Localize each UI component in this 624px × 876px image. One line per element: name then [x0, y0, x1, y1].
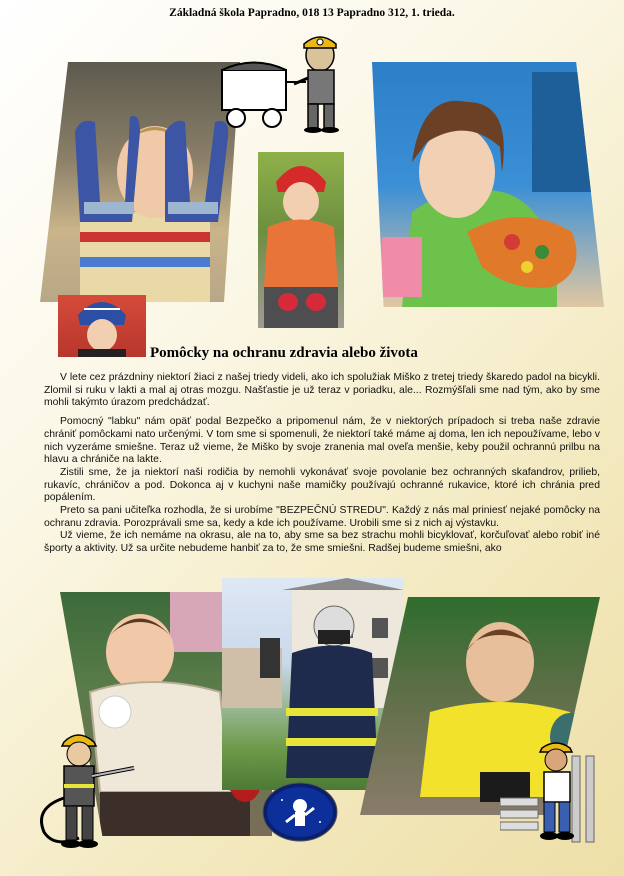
paragraph-5: Už vieme, že ich nemáme na okrasu, ale na to, aby sme sa bez strachu mohli bicyklovať, korčuľovať alebo robiť iné športy a aktivity. Už sa určite nebudeme hanbiť za to, že sme smiešni. Radšej budeme smiešni, ako [44, 530, 600, 555]
firefighter-clipart-icon [34, 728, 138, 852]
page-header: Základná škola Papradno, 018 13 Papradno 312, 1. trieda. [169, 7, 455, 19]
paragraph-1: V lete cez prázdniny niektorí žiaci z našej triedy videli, ako ich spolužiak Miško z tretej triedy škaredo padol na bicykli. Zlomil si ruku v lakti a mal aj otras mozgu. Našťastie je už teraz v poriadku, ale... Rozmýšľali sme nad tým, ako by sme mohli takýmto úrazom predchádzať. [44, 372, 600, 409]
miner-clipart-icon [216, 30, 376, 135]
article-title: Pomôcky na ochranu zdravia alebo života [150, 345, 418, 361]
photo-girl-oven-mitt [372, 62, 604, 307]
photo-boy-gloves [40, 62, 240, 302]
photo-child-red-helmet [258, 152, 344, 328]
astronaut-badge-icon [262, 782, 338, 842]
paragraph-2: Pomocný "labku" nám opäť podal Bezpečko a pripomenul nám, že v niektorých prípadoch si treba naše zdravie chrániť pomôckami nato určenými. V tom sme si spomenuli, že niektorí také máme aj doma, len ich nepoužívame, lebo v nich vyzeráme smiešne. Teraz už vieme, že Miško by svoje zranenia mal oveľa menšie, keby použil ochrannú prilbu na hlavu a chrániče na lakte. [44, 416, 600, 466]
photo-child-blue-helmet [58, 295, 146, 357]
article-body [44, 372, 600, 556]
paragraph-4: Preto sa pani učiteľka rozhodla, že si urobíme "BEZPEČNÚ STREDU". Každý z nás mal priniesť nejaké pomôcky na ochranu zdravia. Porozprávali sme sa, kedy a kde ich používame. Urobili sme si z nich aj výstavku. [44, 505, 600, 529]
paragraph-3: Zistili sme, že ja niektorí naši rodičia by nemohli vykonávať svoje povolanie bez ochranných skafandrov, prilieb, rukavíc, chráničov a pod. Dokonca aj v kuchyni naše mamičky používajú ochranné rukavice, ktoré ich chránia pred popálením. [44, 466, 600, 504]
worker-clipart-icon [500, 738, 604, 844]
